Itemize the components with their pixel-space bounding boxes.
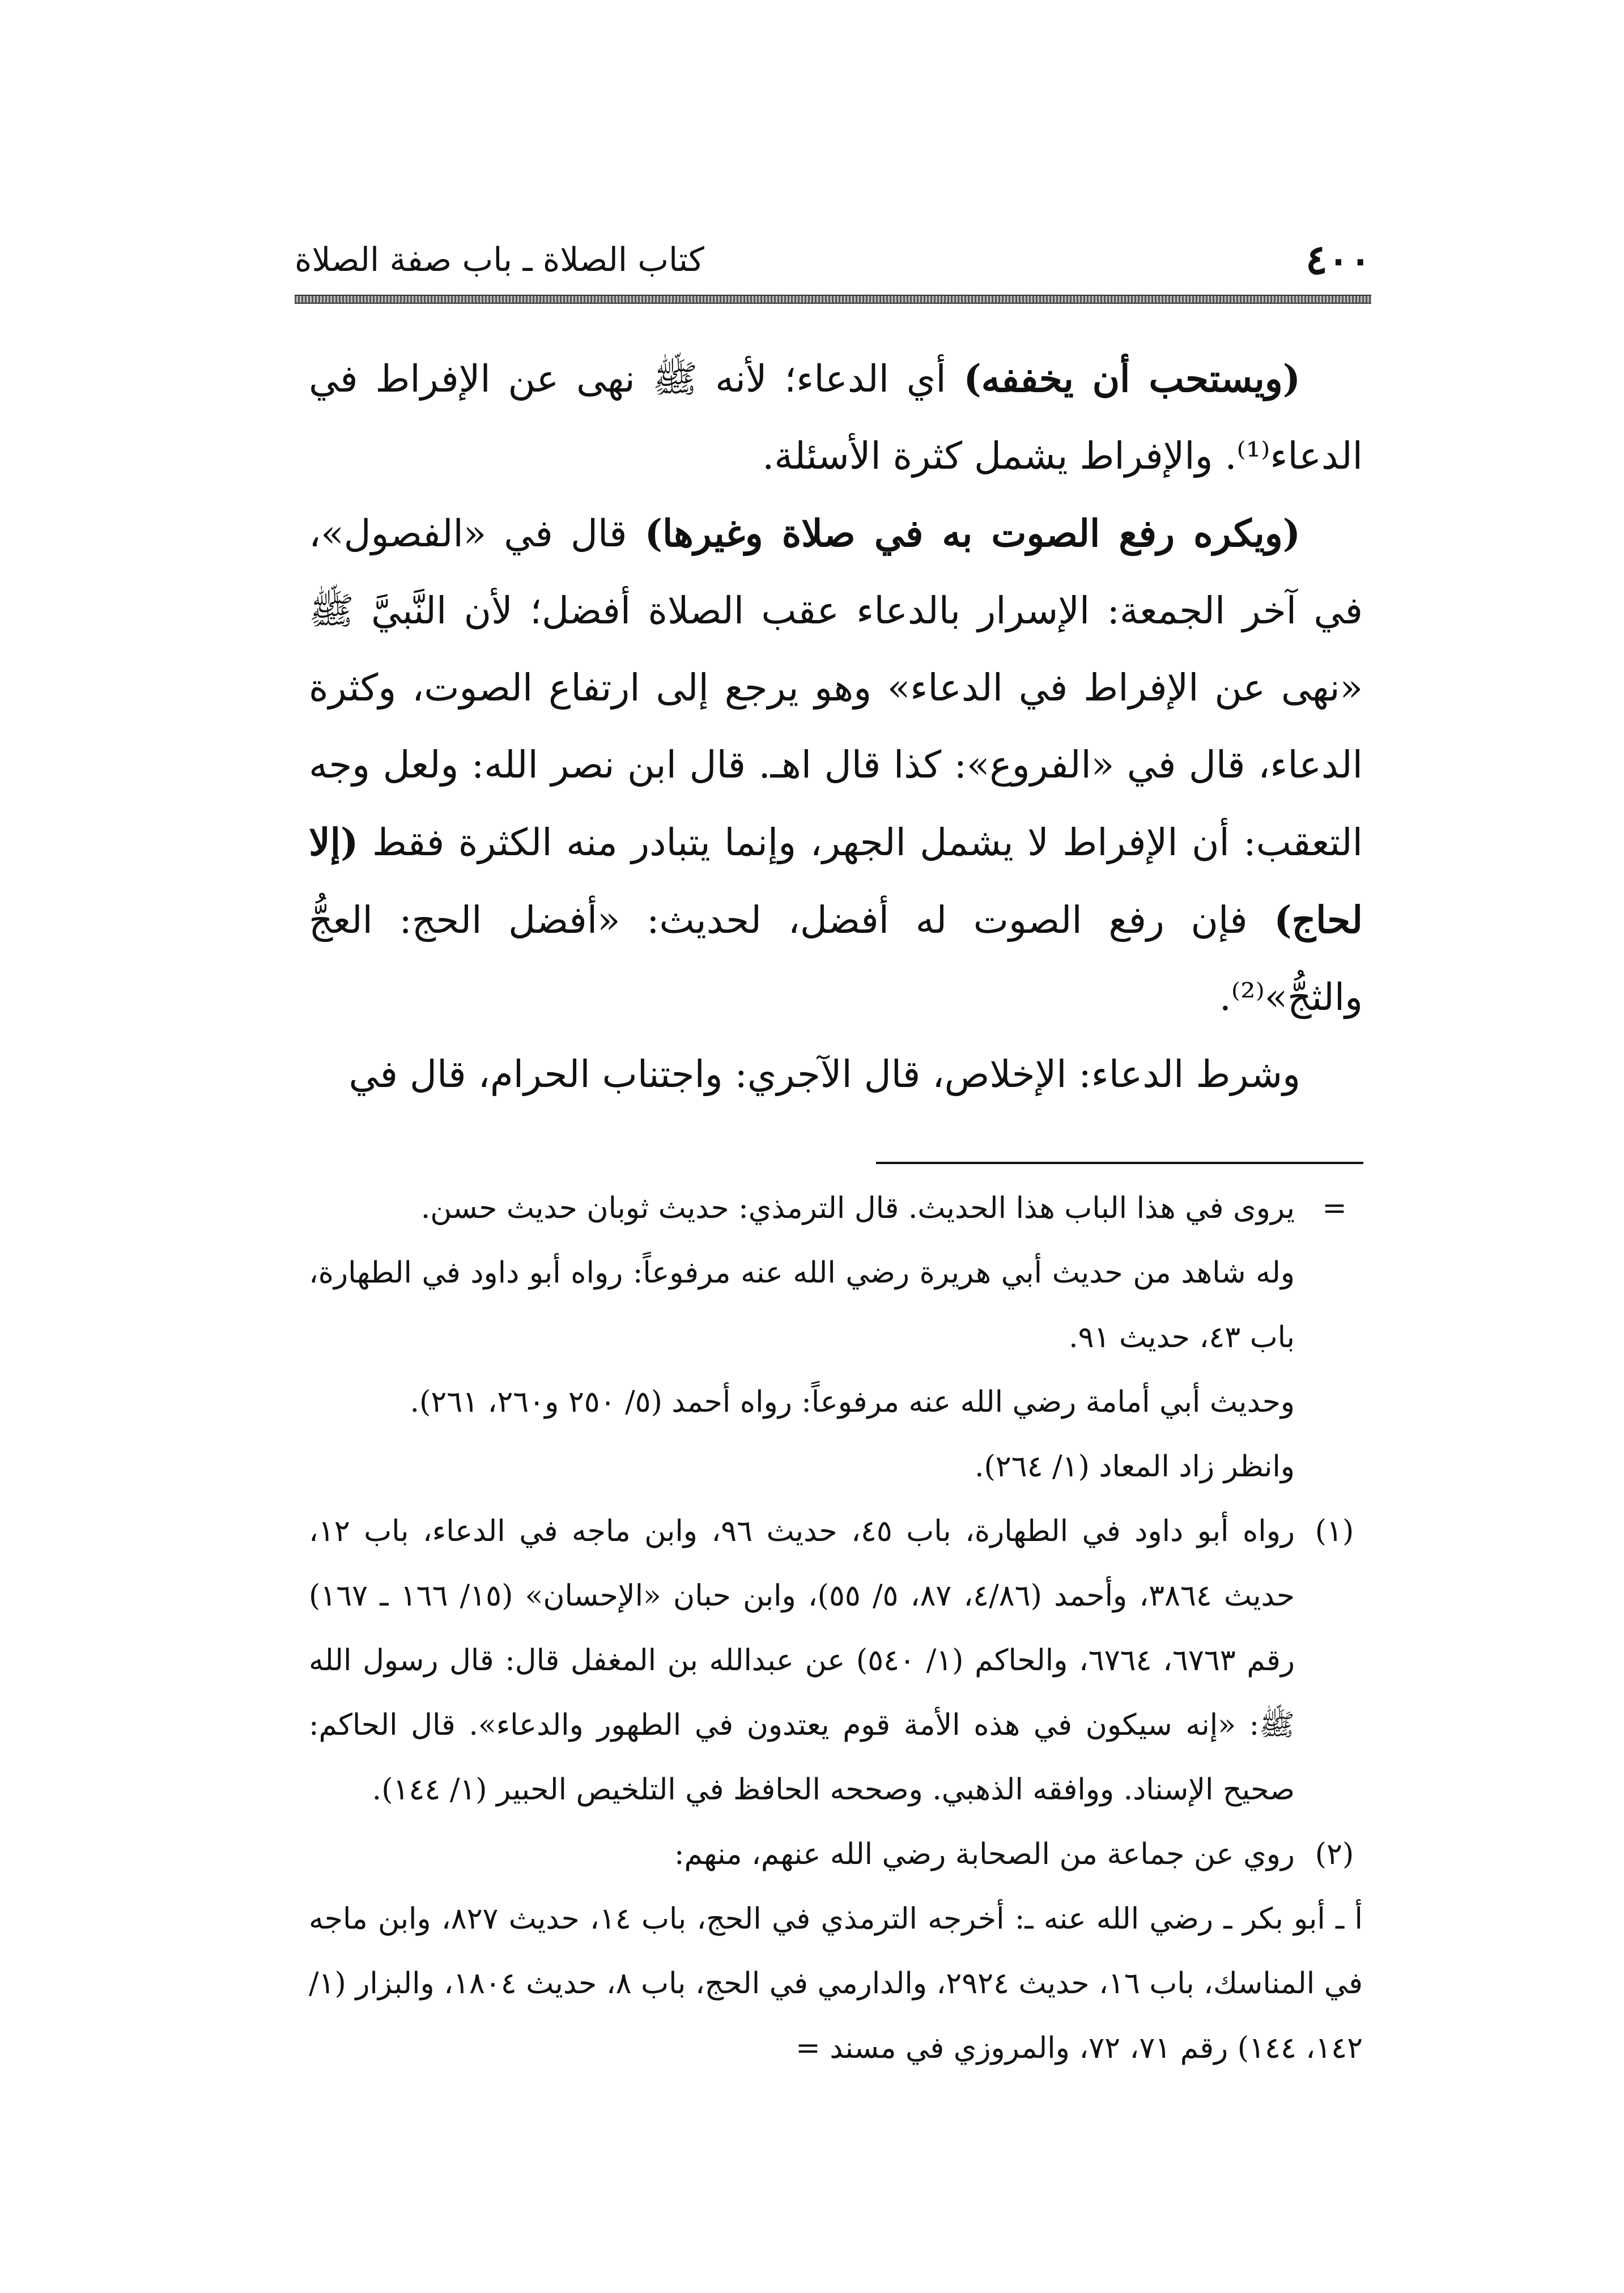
continuation-line-3: وحديث أبي أمامة رضي الله عنه مرفوعاً: رواه أحمد (٥/ ٢٥٠ و٢٦٠، ٢٦١).: [410, 1385, 1295, 1419]
footnotes: [309, 1176, 1363, 2080]
commentary-2: قال في «الفصول»، في آخر الجمعة: الإسرار بالدعاء عقب الصلاة أفضل؛ لأن النَّبيَّ ﷺ «نهى عن الإفراط في الدعاء» وهو يرجع إلى ارتفاع الصوت، وكثرة الدعاء، قال في «الفروع»: كذا قال اهـ. قال ابن نصر الله: ولعل وجه التعقب: أن الإفراط لا يشمل الجهر، وإنما يتبادر منه الكثرة فقط: [309, 512, 1363, 864]
footnote-2-marker: (٢): [1315, 1837, 1354, 1871]
footnote-1: [309, 1499, 1363, 1822]
footnote-2-continued: [309, 1887, 1363, 2080]
continuation-line-2: وله شاهد من حديث أبي هريرة رضي الله عنه مرفوعاً: رواه أبو داود في الطهارة، باب ٤٣، حديث ٩١.: [309, 1256, 1295, 1354]
footnote-1-marker: (١): [1315, 1514, 1354, 1548]
continuation-marker: =: [1322, 1191, 1347, 1225]
paragraph-3: [309, 1036, 1363, 1113]
matn-phrase-2: (ويكره رفع الصوت به في صلاة وغيرها): [644, 511, 1300, 555]
footnote-1-text: رواه أبو داود في الطهارة، باب ٤٥، حديث ٩٦، وابن ماجه في الدعاء، باب ١٢، حديث ٣٨٦٤، وأحمد (٤/٨٦، ٨٧، ٥/ ٥٥)، وابن حبان «الإحسان» (١٥/ ١٦٦ ـ ١٦٧) رقم ٦٧٦٣، ٦٧٦٤، والحاكم (١/ ٥٤٠) عن عبدالله بن المغفل قال: قال رسول الله ﷺ: «إنه سيكون في هذه الأمة قوم يعتدون في الطهور والدعاء». قال الحاكم: صحيح الإسناد. ووافقه الذهبي. وصححه الحافظ في التلخيص الحبير (١/ ١٤٤).: [309, 1514, 1295, 1807]
matn-phrase-1: (ويستحب أن يخففه): [963, 356, 1300, 401]
paragraph-1: [309, 340, 1363, 495]
page-number: ٤٠٠: [1305, 235, 1371, 283]
footnote-separator: [876, 1162, 1363, 1164]
paragraph-2: [309, 495, 1363, 1036]
commentary-1: أي الدعاء؛ لأنه ﷺ نهى عن الإفراط في الدعاء⁽¹⁾. والإفراط يشمل كثرة الأسئلة.: [309, 357, 1363, 478]
footnote-2-body: أ ـ أبو بكر ـ رضي الله عنه ـ: أخرجه الترمذي في الحج، باب ١٤، حديث ٨٢٧، وابن ماجه في المناسك، باب ١٦، حديث ٢٩٢٤، والدارمي في الحج، باب ٨، حديث ١٨٠٤، والبزار (١/ ١٤٢، ١٤٤) رقم ٧١، ٧٢، والمروزي في مسند =: [309, 1902, 1363, 2065]
footnote-2-intro: روي عن جماعة من الصحابة رضي الله عنهم، منهم:: [674, 1837, 1295, 1871]
commentary-4: وشرط الدعاء: الإخلاص، قال الآجري: واجتناب الحرام، قال في: [348, 1052, 1300, 1096]
main-text: [309, 340, 1363, 1113]
header-rule: [295, 295, 1371, 304]
continuation-line-1: يروى في هذا الباب هذا الحديث. قال الترمذي: حديث ثوبان حديث حسن.: [420, 1191, 1295, 1225]
footnote-2: [309, 1822, 1363, 1887]
chapter-title: كتاب الصلاة ـ باب صفة الصلاة: [295, 240, 704, 279]
footnote-continuation: [309, 1176, 1363, 1499]
commentary-3: فإن رفع الصوت له أفضل، لحديث: «أفضل الحج: العجُّ والثجُّ»⁽²⁾.: [309, 898, 1363, 1019]
matn-phrase-3: (إلا لحاج): [309, 820, 1363, 942]
running-header: [295, 230, 1371, 292]
continuation-line-4: وانظر زاد المعاد (١/ ٢٦٤).: [974, 1450, 1295, 1484]
